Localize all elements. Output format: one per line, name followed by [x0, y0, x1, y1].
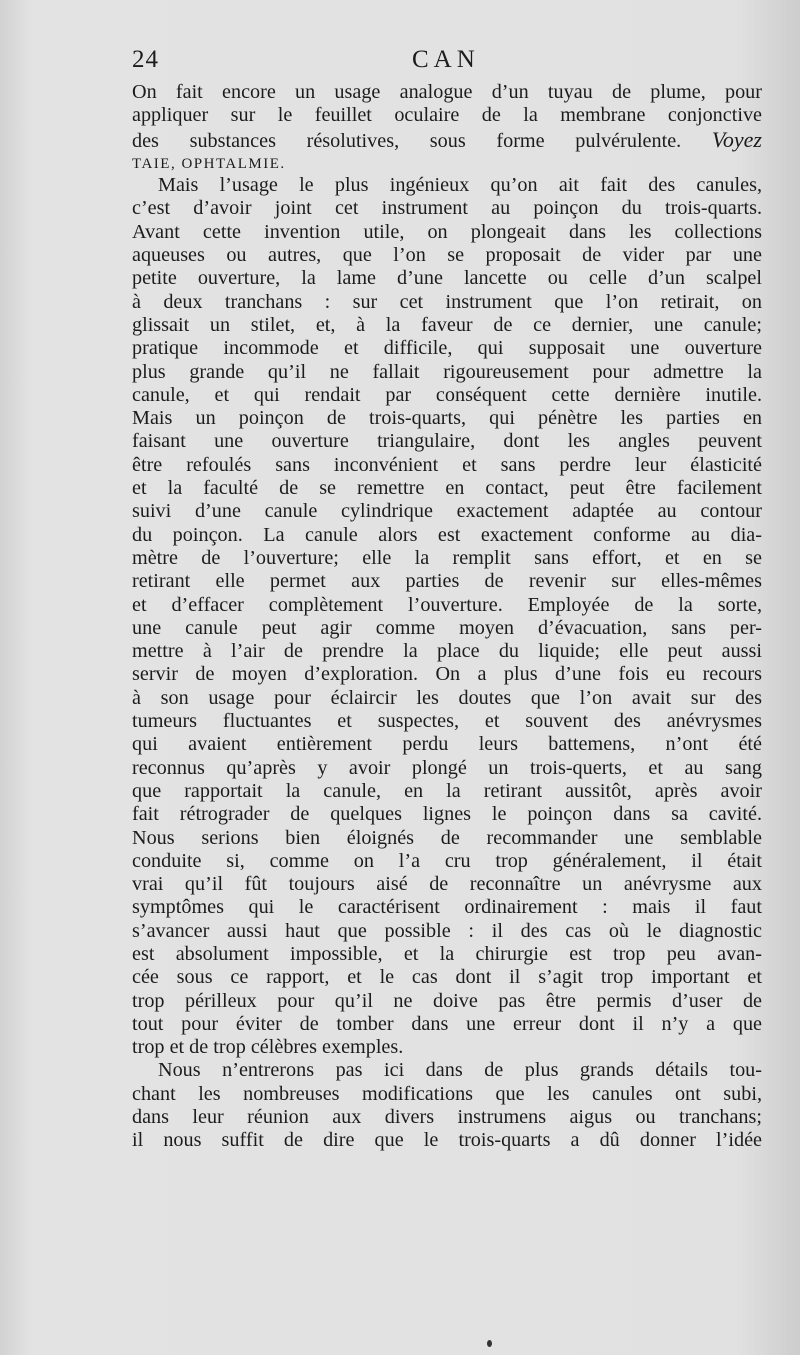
text-line: fait rétrograder de quelques lignes le poinçon dans sa cavité.	[132, 803, 762, 826]
text-line: et la faculté de se remettre en contact, peut être facilement	[132, 477, 762, 500]
text-line: faisant une ouverture triangulaire, dont les angles peuvent	[132, 430, 762, 453]
text-line: glissait un stilet, et, à la faveur de ce dernier, une canule;	[132, 313, 762, 336]
text-line: aqueuses ou autres, que l’on se proposait de vider par une	[132, 244, 762, 267]
text-line: suivi d’une canule cylindrique exactement adaptée au contour	[132, 500, 762, 523]
text-line: qui avaient entièrement perdu leurs battemens, n’ont été	[132, 733, 762, 756]
text-line: servir de moyen d’exploration. On a plus d’une fois eu recours	[132, 663, 762, 686]
page-number: 24	[132, 46, 159, 73]
text-line: tout pour éviter de tomber dans une erreur dont il n’y a que	[132, 1012, 762, 1035]
text-line: Nous n’entrerons pas ici dans de plus grands détails tou-	[158, 1059, 762, 1082]
text-line-with-ref	[132, 128, 762, 151]
text-line: du poinçon. La canule alors est exactement conforme au dia-	[132, 523, 762, 546]
body-text	[132, 81, 762, 1153]
text-line: trop périlleux pour qu’il ne doive pas être permis d’user de	[132, 989, 762, 1012]
paragraph-3	[132, 1059, 762, 1152]
text-line: pratique incommode et difficile, qui supposait une ouverture	[132, 337, 762, 360]
cross-reference-text: TAIE, OPHTALMIE.	[132, 155, 286, 172]
text-line: Nous serions bien éloignés de recommander une semblable	[132, 826, 762, 849]
text-line: conduite si, comme on l’a cru trop généralement, il était	[132, 849, 762, 872]
text-line: à son usage pour éclaircir les doutes que l’on avait sur des	[132, 686, 762, 709]
text-line: une canule peut agir comme moyen d’évacuation, sans per-	[132, 616, 762, 639]
text-line: plus grande qu’il ne fallait rigoureusement pour admettre la	[132, 360, 762, 383]
ink-speck	[487, 1340, 492, 1347]
text-line: Mais l’usage le plus ingénieux qu’on ait fait des canules,	[158, 174, 762, 197]
text-line: Avant cette invention utile, on plongeait dans les collections	[132, 220, 762, 243]
text-line: Mais un poinçon de trois-quarts, qui pénètre les parties en	[132, 407, 762, 430]
running-head: CAN	[412, 46, 480, 73]
text-line: On fait encore un usage analogue d’un tuyau de plume, pour	[132, 81, 762, 103]
see-label: Voyez	[711, 126, 762, 152]
text-line: trop et de trop célèbres exemples.	[132, 1036, 404, 1059]
text-line: que rapportait la canule, en la retirant aussitôt, après avoir	[132, 779, 762, 802]
text-line: appliquer sur le feuillet oculaire de la membrane conjonctive	[132, 104, 762, 127]
text-line: être refoulés sans inconvénient et sans perdre leur élasticité	[132, 453, 762, 476]
text-line: tumeurs fluctuantes et suspectes, et souvent des anévrysmes	[132, 710, 762, 733]
text-line: cée sous ce rapport, et le cas dont il s’agit trop important et	[132, 966, 762, 989]
text-line: est absolument impossible, et la chirurgie est trop peu avan-	[132, 942, 762, 965]
paragraph-2	[132, 174, 762, 1059]
text-line: à deux tranchans : sur cet instrument que l’on retirait, on	[132, 290, 762, 313]
text-line: chant les nombreuses modifications que les canules ont subi,	[132, 1082, 762, 1105]
text-line: et d’effacer complètement l’ouverture. Employée de la sorte,	[132, 593, 762, 616]
text-line-content: des substances résolutives, sous forme pulvérulente.	[132, 129, 682, 152]
text-line: retirant elle permet aux parties de revenir sur elles-mêmes	[132, 570, 762, 593]
paragraph-1	[132, 81, 762, 174]
text-line: c’est d’avoir joint cet instrument au poinçon du trois-quarts.	[132, 197, 762, 220]
text-line: vrai qu’il fût toujours aisé de reconnaître un anévrysme aux	[132, 873, 762, 896]
text-line: mètre de l’ouverture; elle la remplit sans effort, et en se	[132, 546, 762, 569]
cross-reference	[132, 151, 762, 174]
text-line: dans leur réunion aux divers instrumens aigus ou tranchans;	[132, 1106, 762, 1129]
text-line: symptômes qui le caractérisent ordinairement : mais il faut	[132, 896, 762, 919]
text-line: canule, et qui rendait par conséquent cette dernière inutile.	[132, 383, 762, 406]
text-line: il nous suffit de dire que le trois-quarts a dû donner l’idée	[132, 1129, 762, 1152]
text-line: petite ouverture, la lame d’une lancette ou celle d’un scalpel	[132, 267, 762, 290]
page-header	[132, 46, 762, 76]
text-line: reconnus qu’après y avoir plongé un trois-querts, et au sang	[132, 756, 762, 779]
text-line: s’avancer aussi haut que possible : il des cas où le diagnostic	[132, 919, 762, 942]
text-line: mettre à l’air de prendre la place du liquide; elle peut aussi	[132, 640, 762, 663]
